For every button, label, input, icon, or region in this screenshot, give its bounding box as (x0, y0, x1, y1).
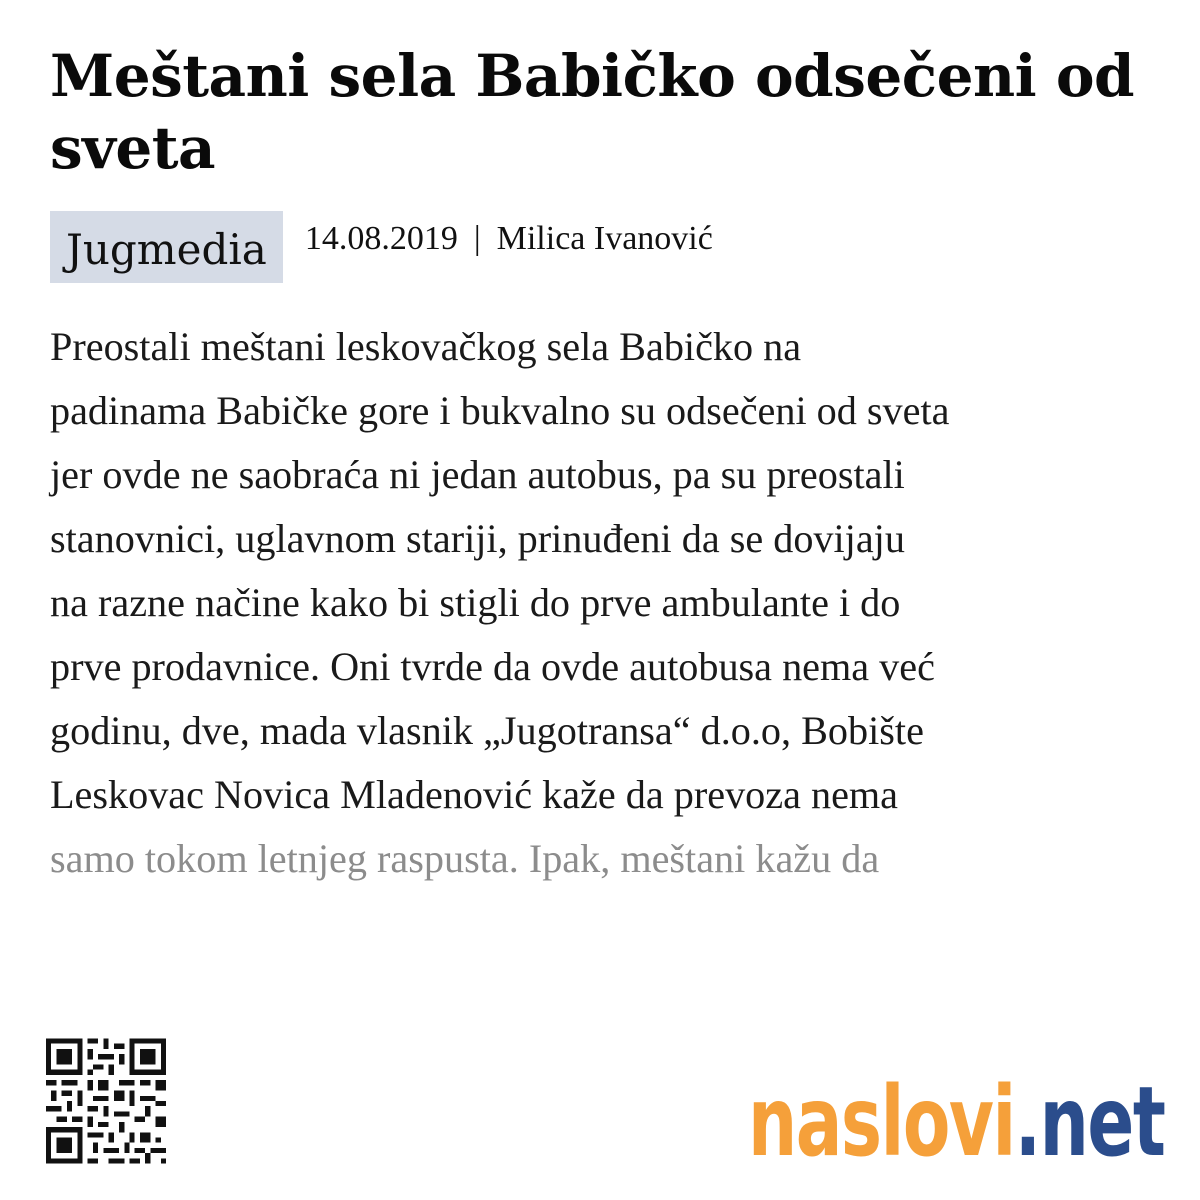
naslovi-logo[interactable] (747, 1060, 1164, 1178)
author-name: Milica Ivanović (496, 220, 713, 257)
body-line: Leskovac Novica Mladenović kaže da prevoza nema (50, 772, 898, 817)
publish-date: 14.08.2019 (304, 220, 458, 257)
source-badge[interactable]: Jugmedia (50, 211, 283, 283)
body-line: na razne načine kako bi stigli do prve ambulante i do (50, 580, 901, 625)
logo-text-naslovi: naslovi (747, 1066, 1015, 1178)
article-body (50, 315, 1162, 891)
article-card (50, 40, 1160, 881)
body-line-faded: samo tokom letnjeg raspusta. Ipak, meštani kažu da (50, 836, 880, 881)
body-line: stanovnici, uglavnom stariji, prinuđeni da se dovijaju (50, 516, 905, 561)
body-line: Preostali meštani leskovačkog sela Babičko na (50, 324, 802, 369)
body-line: jer ovde ne saobraća ni jedan autobus, pa su preostali (50, 452, 905, 497)
body-line: godinu, dve, mada vlasnik „Jugotransa“ d.o.o, Bobište (50, 708, 924, 753)
meta-details (305, 220, 713, 258)
body-line: prve prodavnice. Oni tvrde da ovde autobusa nema već (50, 644, 935, 689)
body-line: padinama Babičke gore i bukvalno su odsečeni od sveta (50, 388, 950, 433)
meta-separator: | (473, 220, 481, 257)
qr-code-icon[interactable] (46, 1038, 166, 1164)
article-meta (50, 211, 713, 283)
logo-text-net: .net (1014, 1066, 1164, 1178)
article-headline: Meštani sela Babičko odsečeni od sveta (50, 42, 1135, 182)
